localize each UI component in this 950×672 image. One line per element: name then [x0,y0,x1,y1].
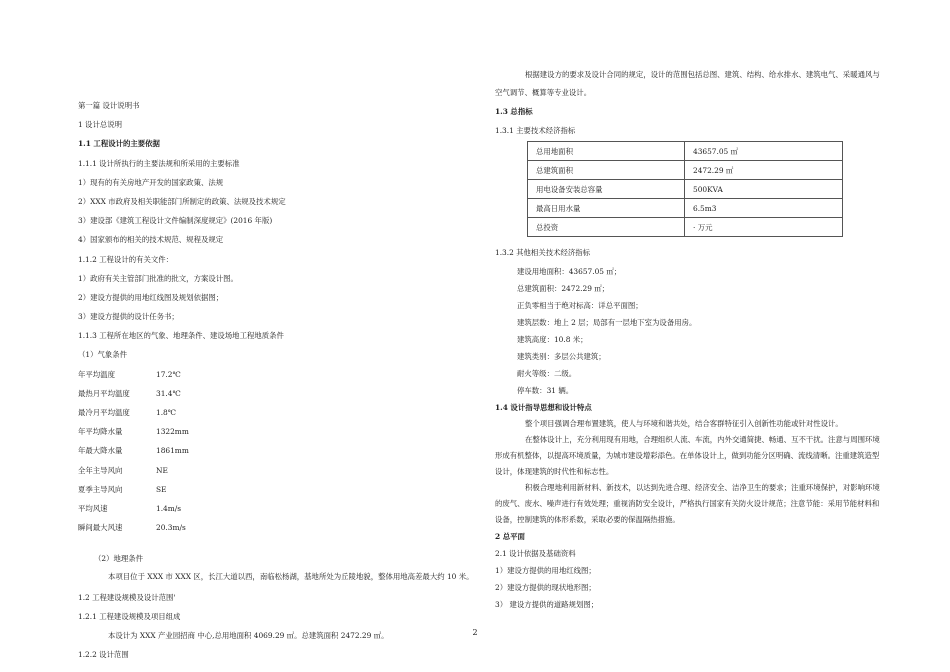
table-cell-key: 总建筑面积 [528,161,685,180]
list-item: 3）建设方提供的设计任务书； [78,312,179,322]
clause-heading: 1.3.2 其他相关技术经济指标 [495,248,591,258]
climate-row [78,403,478,422]
climate-value: 1861mm [156,446,189,456]
climate-row [78,518,478,537]
climate-row [78,384,478,403]
list-item: 1）建设方提供的用地红线图； [495,565,596,575]
subsection-heading: 2.1 设计依据及基础资料 [495,548,576,558]
chapter-title: 第一篇 设计说明书 [78,101,140,110]
design-paragraph: 在整体设计上，充分利用现有用地，合理组织人流、车流，内外交通简捷、畅通、互不干扰。注意与周围环境形成有机整体，以提高环境质量，为城市建设增彩添色。在单体设计上，做到功能分区明确、流线清晰。注重建筑造型设计，体现建筑的时代性和标志性。 [495,434,880,476]
subsection-heading: 1.3 总指标 [495,107,533,116]
climate-row [78,480,478,499]
climate-key: 最热月平均温度 [78,388,130,398]
climate-row [78,499,478,518]
indicator-line: 正负零相当于绝对标高：详总平面图； [517,300,643,310]
climate-row [78,441,478,460]
climate-value: 20.3m/s [156,523,186,533]
table-cell-key: 用电设备安装总容量 [528,180,685,199]
table-row [528,199,843,218]
climate-value: SE [156,484,167,494]
climate-key: 年平均温度 [78,369,115,379]
climate-value: 1322mm [156,427,189,437]
list-item: 3）建设部《建筑工程设计文件编制深度规定》(2016 年版) [78,216,273,226]
climate-key: 瞬间最大风速 [78,523,123,533]
climate-key: 年最大降水量 [78,446,123,456]
table-cell-key: 总用地面积 [528,142,685,161]
climate-row [78,422,478,441]
climate-value: 1.8℃ [156,408,177,417]
section-heading: 1.2 工程建设规模及设计范围' [78,592,176,602]
clause-heading: 1.1.2 工程设计的有关文件： [78,254,174,264]
list-item: 4）国家颁布的相关的技术规范、规程及规定 [78,235,224,245]
climate-row [78,461,478,480]
table-cell-key: 总投资 [528,218,685,237]
climate-value: 31.4℃ [156,388,181,398]
climate-table [78,365,478,538]
right-column [495,66,885,613]
climate-heading: （1）气象条件 [78,350,128,360]
table-row [528,218,843,237]
clause-heading: 1.1.3 工程所在地区的气象、地理条件、建设场地工程地质条件 [78,331,284,341]
climate-key: 最冷月平均温度 [78,408,130,417]
table-row [528,142,843,161]
table-row [528,180,843,199]
page-number: 2 [472,628,478,637]
indicator-line: 停车数：31 辆。 [517,385,574,395]
geography-heading: （2）地理条件 [94,554,144,564]
table-cell-value: 6.5m3 [685,199,843,218]
list-item: 2）XXX 市政府及相关职能部门所制定的政策、法规及技术规定 [78,196,286,206]
clause-heading: 1.1.1 设计所执行的主要法规和所采用的主要标准 [78,158,240,168]
scale-paragraph: 本设计为 XXX 产业园招商 中心,总用地面积 4069.29 ㎡。总建筑面积 2472.29 ㎡。 [108,630,389,640]
clause-heading: 1.3.1 主要技术经济指标 [495,126,576,136]
subsection-heading: 1.1 工程设计的主要依据 [78,139,160,149]
list-item: 1）政府有关主管部门批准的批文，方案设计图。 [78,273,238,283]
climate-value: 1.4m/s [156,503,182,513]
climate-value: 17.2℃ [156,369,181,379]
tech-indicator-table [527,141,843,237]
indicator-line: 建筑类别：多层公共建筑； [517,351,606,361]
clause-heading: 1.2.1 工程建设规模及项目组成 [78,611,181,621]
spacer [78,537,478,549]
indicator-line: 建筑高度：10.8 米； [517,334,588,344]
table-cell-value: · 万元 [685,218,843,237]
table-cell-key: 最高日用水量 [528,199,685,218]
indicator-line: 建筑层数：地上 2 层；局部有一层地下室为设备用房。 [517,317,697,327]
table-cell-value: 43657.05 ㎡ [685,142,843,161]
list-item: 2）建设方提供的现状地形图； [495,582,596,592]
indicator-line: 总建筑面积：2472.29 ㎡； [517,283,610,293]
climate-key: 全年主导风向 [78,465,123,475]
section-heading: 2 总平面 [495,531,525,541]
indicator-line: 建设用地面积：43657.05 ㎡； [517,266,622,276]
climate-value: NE [156,465,168,475]
design-paragraph: 整个项目强调合理布置建筑，使人与环境和谐共处，结合客群特征引入创新性功能或针对性设计。 [525,418,843,428]
table-cell-value: 500KVA [685,180,843,199]
climate-key: 年平均降水量 [78,427,123,437]
scope-paragraph: 根据建设方的要求及设计合同的规定，设计的范围包括总图、建筑、结构、给水排水、建筑电气、采暖通风与空气调节、概算等专业设计。 [495,70,880,97]
table-row [528,161,843,180]
list-item: 1）现有的有关房地产开发的国家政策、法规 [78,177,224,187]
left-column [78,96,478,664]
subsection-heading: 1.4 设计指导思想和设计特点 [495,402,592,412]
design-paragraph: 积极合理地利用新材料、新技术，以达到先进合理、经济安全、洁净卫生的要求；注重环境保护，对影响环境的废气、废水、噪声进行有效处理；重视消防安全设计，严格执行国家有关防火设计规范；注意节能：采用节能材料和设备，控制建筑的体形系数，采取必要的保温隔热措施。 [495,482,880,524]
table-cell-value: 2472.29 ㎡ [685,161,843,180]
list-item: 2）建设方提供的用地红线图及规划依据图； [78,292,224,302]
climate-key: 夏季主导风向 [78,484,123,494]
climate-key: 平均风速 [78,503,108,513]
list-item: 3） 建设方提供的道路规划图； [495,599,599,609]
section-heading: 1 设计总说明 [78,120,123,130]
clause-heading: 1.2.2 设计范围 [78,650,129,660]
climate-row [78,365,478,384]
indicator-line: 耐火等级：二级。 [517,368,577,378]
geography-paragraph: 本项目位于 XXX 市 XXX 区，长江大道以西，南临松杨湖，基地所处为丘陵地貌，整体用地高差最大约 10 米。 [108,571,474,581]
